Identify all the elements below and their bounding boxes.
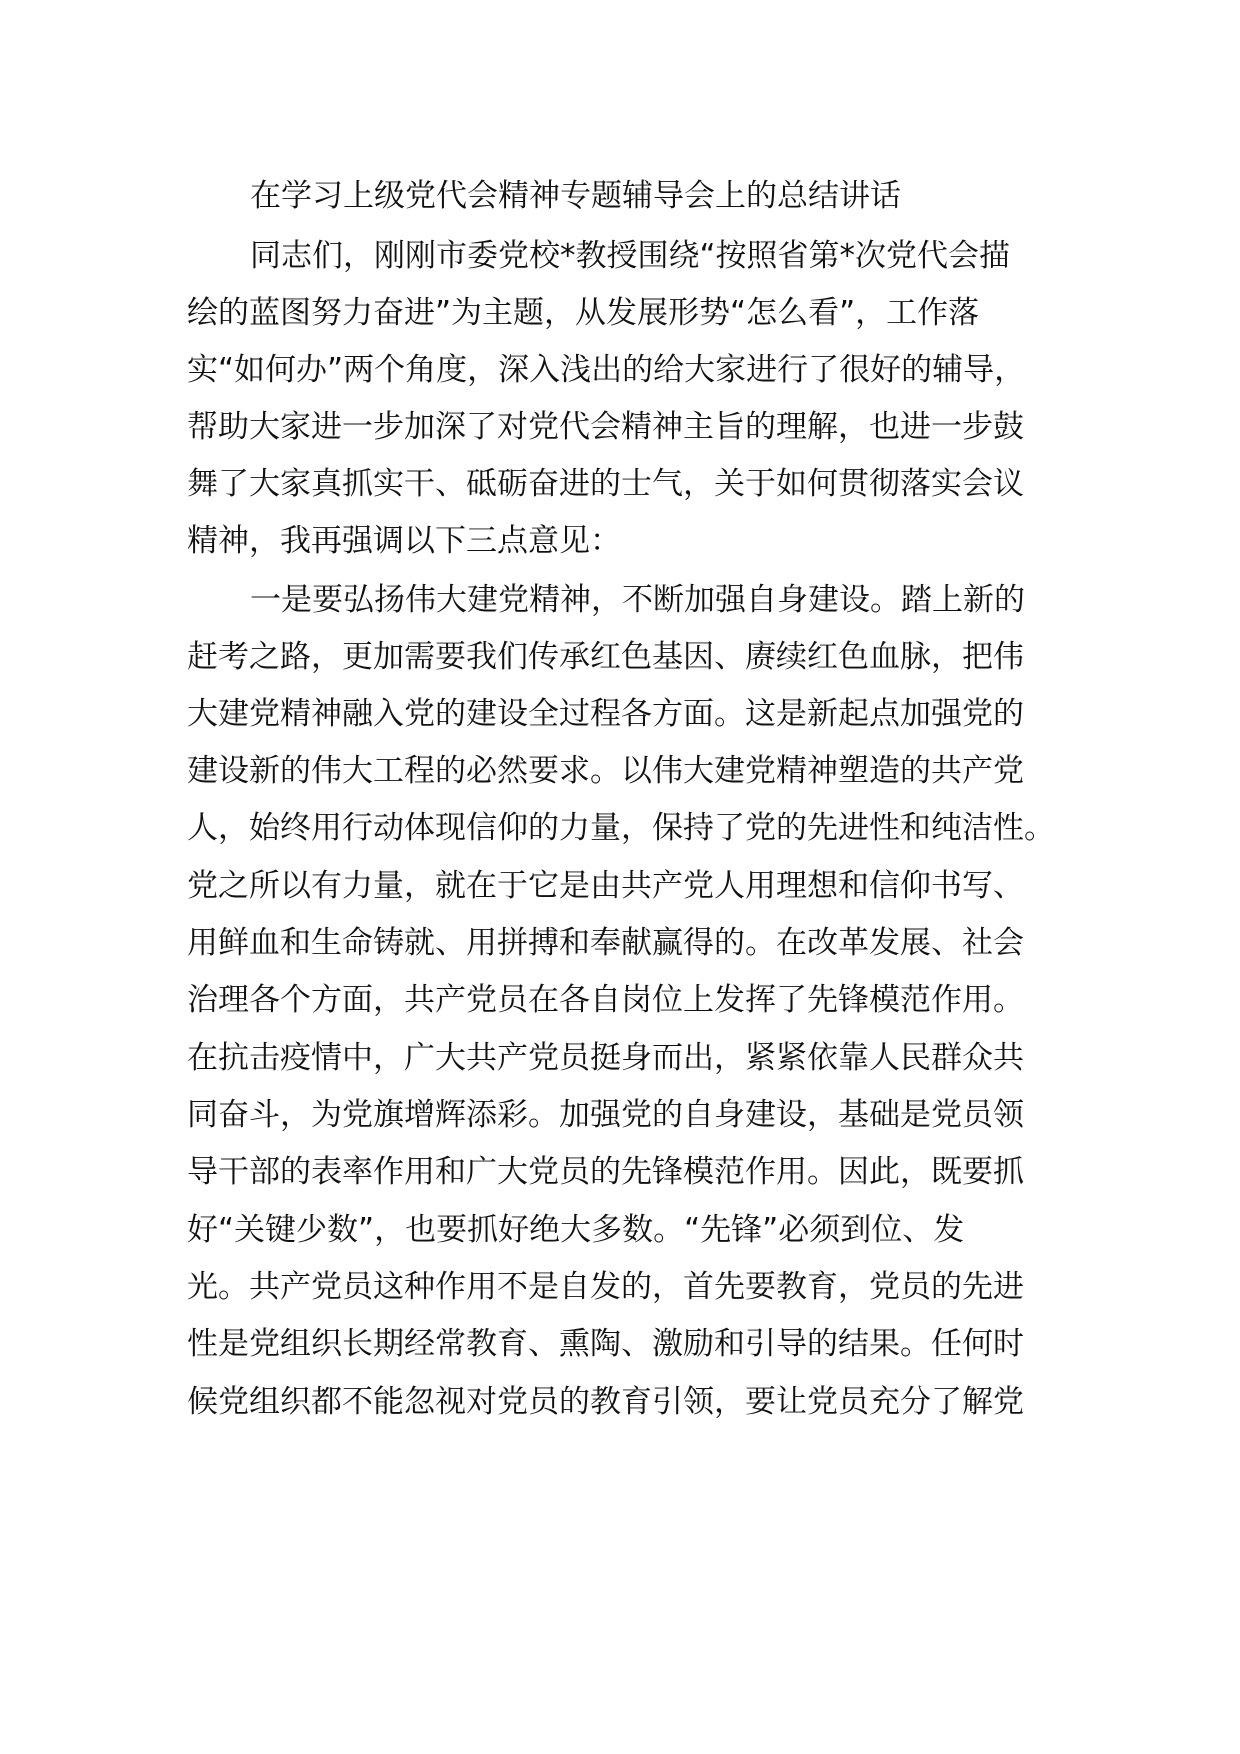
text-line: 人，始终用行动体现信仰的力量，保持了党的先进性和纯洁性。 bbox=[187, 810, 1055, 846]
text-line: 性是党组织长期经常教育、熏陶、激励和引导的结果。任何时 bbox=[187, 1326, 1024, 1362]
text-line: 大建党精神融入党的建设全过程各方面。这是新起点加强党的 bbox=[187, 696, 1024, 732]
text-line: 精神，我再强调以下三点意见： bbox=[187, 523, 621, 559]
document-title: 在学习上级党代会精神专题辅导会上的总结讲话 bbox=[250, 178, 901, 214]
text-line: 党之所以有力量，就在于它是由共产党人用理想和信仰书写、 bbox=[187, 868, 1024, 904]
text-line: 赶考之路，更加需要我们传承红色基因、赓续红色血脉，把伟 bbox=[187, 639, 1024, 675]
text-line: 候党组织都不能忽视对党员的教育引领，要让党员充分了解党 bbox=[187, 1384, 1024, 1420]
text-line: 舞了大家真抓实干、砥砺奋进的士气，关于如何贯彻落实会议 bbox=[187, 466, 1024, 502]
text-line: 治理各个方面，共产党员在各自岗位上发挥了先锋模范作用。 bbox=[187, 982, 1024, 1018]
text-line: 绘的蓝图努力奋进”为主题，从发展形势“怎么看”，工作落 bbox=[187, 295, 980, 331]
text-line: 实“如何办”两个角度，深入浅出的给大家进行了很好的辅导， bbox=[187, 352, 1026, 388]
text-line: 帮助大家进一步加深了对党代会精神主旨的理解，也进一步鼓 bbox=[187, 409, 1024, 445]
text-line: 同志们，刚刚市委党校*教授围绕“按照省第*次党代会描 bbox=[250, 238, 1011, 274]
text-line: 导干部的表率作用和广大党员的先锋模范作用。因此，既要抓 bbox=[187, 1154, 1024, 1190]
text-line: 一是要弘扬伟大建党精神，不断加强自身建设。踏上新的 bbox=[250, 582, 1025, 618]
text-line: 好“关键少数”，也要抓好绝大多数。“先锋”必须到位、发 bbox=[187, 1212, 965, 1248]
text-line: 同奋斗，为党旗增辉添彩。加强党的自身建设，基础是党员领 bbox=[187, 1097, 1024, 1133]
text-line: 在抗击疫情中，广大共产党员挺身而出，紧紧依靠人民群众共 bbox=[187, 1040, 1024, 1076]
text-line: 建设新的伟大工程的必然要求。以伟大建党精神塑造的共产党 bbox=[187, 753, 1024, 789]
text-line: 光。共产党员这种作用不是自发的，首先要教育，党员的先进 bbox=[187, 1269, 1024, 1305]
text-line: 用鲜血和生命铸就、用拼搏和奉献赢得的。在改革发展、社会 bbox=[187, 925, 1024, 961]
